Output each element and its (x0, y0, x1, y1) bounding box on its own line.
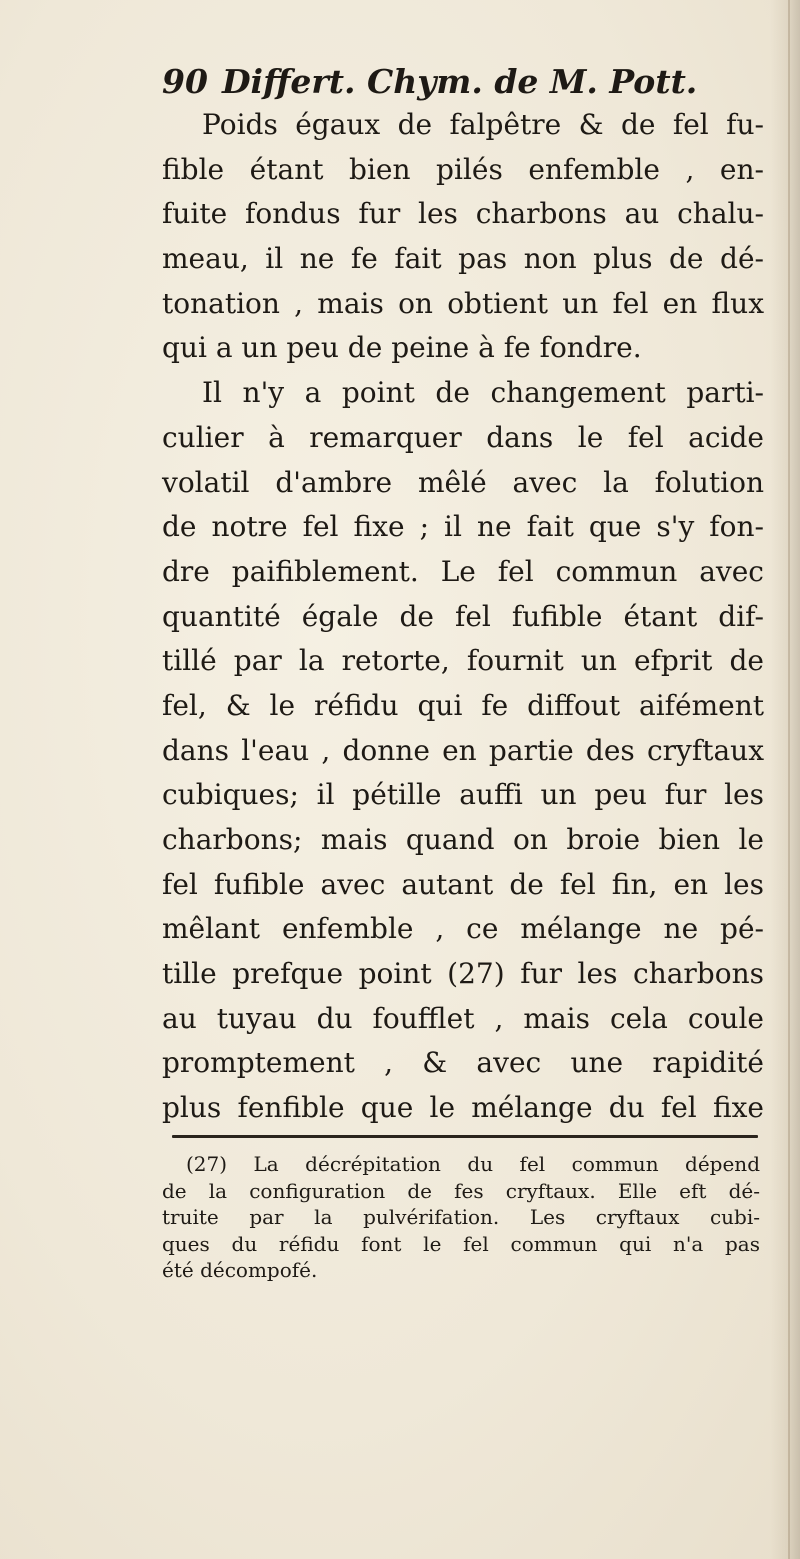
body-line: meau, il ne fe fait pas non plus de dé- (162, 242, 764, 276)
body-line: de notre fel fixe ; il ne fait que s'y fon- (162, 510, 764, 544)
body-line: dre paifiblement. Le fel commun avec (162, 554, 764, 588)
page-number: 90 (162, 62, 208, 101)
body-line: culier à remarquer dans le fel acide (162, 420, 764, 454)
footnote-line: (27) La décrépitation du fel commun dépend (186, 1152, 760, 1176)
body-line: plus fenfible que le mélange du fel fixe (162, 1091, 764, 1125)
body-line: tillé par la retorte, fournit un efprit de (162, 644, 764, 678)
body-line: qui a un peu de peine à fe fondre. (162, 331, 642, 365)
body-line: fible étant bien pilés enfemble , en- (162, 152, 764, 186)
footnote-line: été décompofé. (162, 1258, 318, 1282)
footnote-line: de la configuration de fes cryftaux. Elle eft dé- (162, 1178, 760, 1203)
body-line: fuite fondus fur les charbons au chalu- (162, 197, 764, 231)
body-line: promptement , & avec une rapidité (162, 1046, 764, 1080)
page-edge-line (788, 0, 790, 1559)
body-line: au tuyau du foufflet , mais cela coule (162, 1001, 764, 1035)
body-line: tille prefque point (27) fur les charbons (162, 957, 764, 991)
body-line: fel, & le réfidu qui fe diffout aifément (162, 688, 764, 722)
body-line: tonation , mais on obtient un fel en flux (162, 286, 764, 320)
body-line: dans l'eau , donne en partie des cryftaux (162, 733, 764, 767)
body-line: volatil d'ambre mêlé avec la folution (162, 465, 764, 499)
body-line: Poids égaux de falpêtre & de fel fu- (202, 108, 764, 141)
body-line: quantité égale de fel fufible étant dif- (162, 599, 764, 633)
body-line: charbons; mais quand on broie bien le (162, 823, 764, 856)
body-line: Il n'y a point de changement parti- (202, 376, 764, 410)
footnote-line: ques du réfidu font le fel commun qui n'a pas (162, 1231, 760, 1256)
running-header (162, 62, 762, 101)
body-line: cubiques; il pétille auffi un peu fur les (162, 778, 764, 812)
page-edge-shadow (770, 0, 800, 1559)
footnote-separator-rule (172, 1135, 758, 1138)
running-title: Differt. Chym. de M. Pott. (221, 62, 698, 101)
footnote (162, 1151, 760, 1284)
body-line: fel fufible avec autant de fel fin, en les (162, 867, 764, 901)
footnote-line: truite par la pulvérifation. Les cryftaux cubi- (162, 1205, 760, 1229)
body-text (162, 103, 764, 1131)
body-line: mêlant enfemble , ce mélange ne pé- (162, 912, 764, 946)
